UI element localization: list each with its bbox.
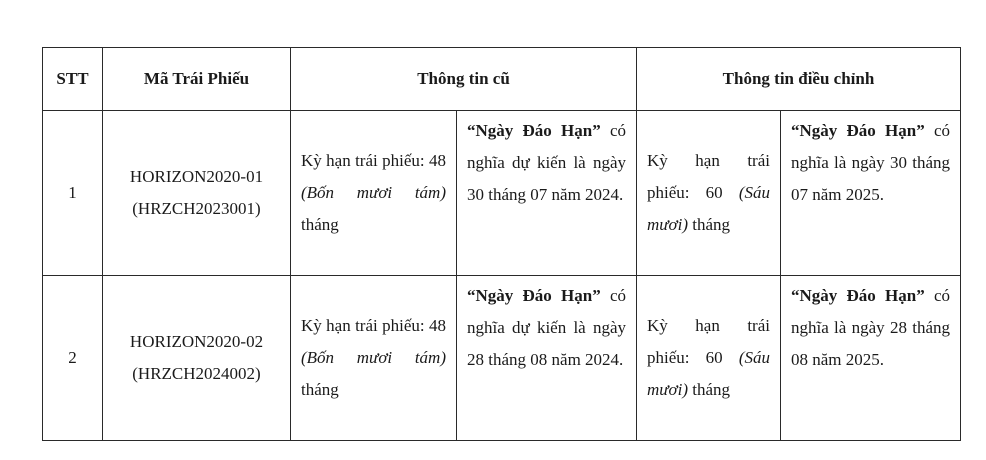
old-term-text: [301, 310, 446, 406]
old-maturity-text: [467, 280, 626, 376]
bond-code-id: (HRZCH2023001): [132, 199, 261, 218]
new-maturity-title: “Ngày Đáo Hạn”: [791, 121, 925, 140]
old-term-cell: [291, 276, 457, 441]
old-term-words: (Bốn mươi tám): [301, 348, 446, 367]
new-term-cell: [637, 111, 781, 276]
old-term-words: (Bốn mươi tám): [301, 183, 446, 202]
new-maturity-cell: [781, 276, 961, 441]
row-bond-code: [103, 276, 291, 441]
table-header-row: [43, 48, 961, 111]
row-stt: 1: [43, 111, 103, 276]
new-term-prefix: Kỳ hạn trái phiếu: 60: [647, 151, 770, 202]
new-maturity-title: “Ngày Đáo Hạn”: [791, 286, 925, 305]
old-term-cell: [291, 111, 457, 276]
bond-adjustment-table: [42, 47, 961, 441]
old-maturity-text: [467, 115, 626, 211]
new-term-words: (Sáu mươi): [647, 183, 770, 234]
new-maturity-cell: [781, 111, 961, 276]
header-stt: STT: [43, 48, 103, 111]
header-old-info: Thông tin cũ: [291, 48, 637, 111]
old-term-text: [301, 145, 446, 241]
old-maturity-title: “Ngày Đáo Hạn”: [467, 121, 601, 140]
new-maturity-body: có nghĩa là ngày 28 tháng 08 năm 2025.: [791, 286, 951, 369]
new-term-text: [647, 145, 770, 241]
table-row: [43, 111, 961, 276]
new-maturity-body: có nghĩa là ngày 30 tháng 07 năm 2025.: [791, 121, 951, 204]
header-bond-code: Mã Trái Phiếu: [103, 48, 291, 111]
bond-code-name: HORIZON2020-01: [129, 167, 264, 186]
new-maturity-text: [791, 280, 950, 376]
old-maturity-cell: [457, 276, 637, 441]
old-term-suffix: tháng: [301, 380, 339, 399]
old-term-prefix: Kỳ hạn trái phiếu: 48: [301, 151, 446, 170]
old-maturity-title: “Ngày Đáo Hạn”: [467, 286, 601, 305]
row-bond-code: [103, 111, 291, 276]
table-row: [43, 276, 961, 441]
old-term-prefix: Kỳ hạn trái phiếu: 48: [301, 316, 446, 335]
old-maturity-body: có nghĩa dự kiến là ngày 30 tháng 07 năm 2024.: [467, 121, 627, 204]
row-stt: 2: [43, 276, 103, 441]
new-term-prefix: Kỳ hạn trái phiếu: 60: [647, 316, 770, 367]
bond-code-id: (HRZCH2024002): [132, 364, 261, 383]
new-term-cell: [637, 276, 781, 441]
old-term-suffix: tháng: [301, 215, 339, 234]
new-term-words: (Sáu mươi): [647, 348, 770, 399]
old-maturity-body: có nghĩa dự kiến là ngày 28 tháng 08 năm 2024.: [467, 286, 627, 369]
new-term-suffix: tháng: [688, 215, 731, 234]
header-new-info: Thông tin điều chỉnh: [637, 48, 961, 111]
bond-code-name: HORIZON2020-02: [129, 332, 264, 351]
new-term-text: [647, 310, 770, 406]
new-maturity-text: [791, 115, 950, 211]
new-term-suffix: tháng: [688, 380, 731, 399]
old-maturity-cell: [457, 111, 637, 276]
